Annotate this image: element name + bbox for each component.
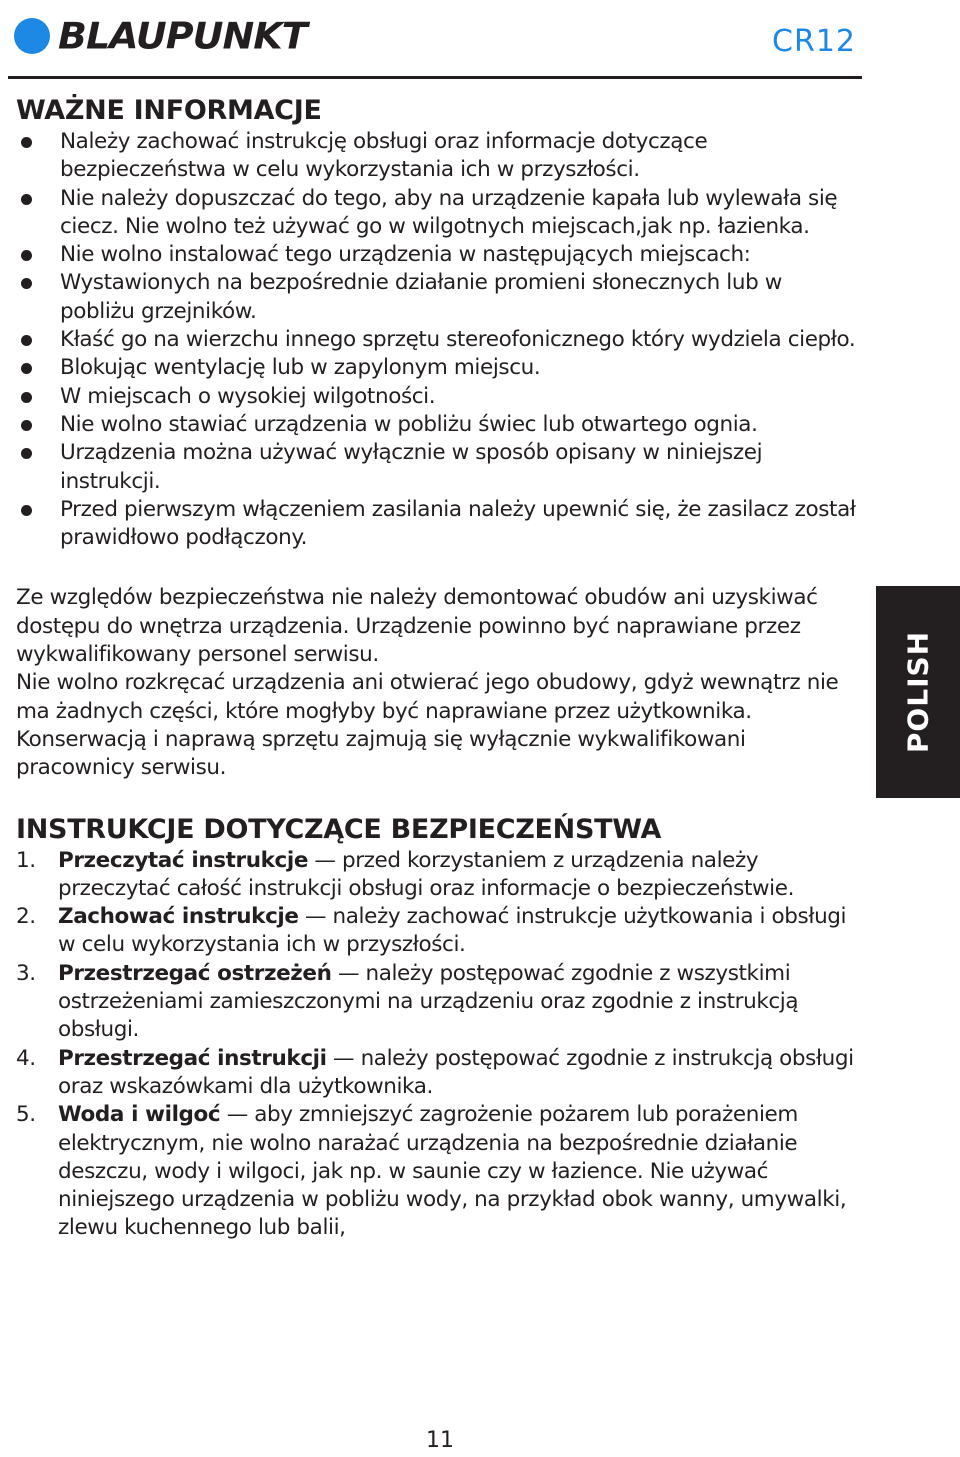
list-item: Nie należy dopuszczać do tego, aby na urządzenie kapała lub wylewała się ciecz. Nie wolno też używać go w wilgotnych miejscach,jak np. łazienka. — [16, 185, 862, 242]
item-text: — należy zachować instrukcje użytkowania i obsługi w celu wykorzystania ich w przyszłości. — [58, 904, 847, 958]
service-paragraph-1: Ze względów bezpieczeństwa nie należy demontować obudów ani uzyskiwać dostępu do wnętrza urządzenia. Urządzenie powinno być naprawiane przez wykwalifikowany personel serwisu. — [16, 585, 818, 668]
safety-list — [16, 847, 862, 1243]
list-item: Blokując wentylację lub w zapylonym miejscu. — [16, 354, 862, 382]
list-item: Wystawionych na bezpośrednie działanie promieni słonecznych lub w pobliżu grzejników. — [16, 269, 862, 326]
safety-heading: INSTRUKCJE DOTYCZĄCE BEZPIECZEŃSTWA — [16, 813, 662, 845]
list-item: W miejscach o wysokiej wilgotności. — [16, 383, 862, 411]
list-item: Kłaść go na wierzchu innego sprzętu stereofonicznego który wydziela ciepło. — [16, 326, 862, 354]
item-text: — przed korzystaniem z urządzenia należy przeczytać całość instrukcji obsługi oraz informacje o bezpieczeństwie. — [58, 847, 795, 901]
item-term: Zachować instrukcje — [58, 904, 299, 930]
list-item: Nie wolno instalować tego urządzenia w następujących miejscach: — [16, 241, 862, 269]
page-number: 11 — [426, 1428, 454, 1453]
item-text: — należy postępować zgodnie z instrukcją obsługi oraz wskazówkami dla użytkownika. — [58, 1045, 854, 1099]
list-item: Należy zachować instrukcję obsługi oraz informacje dotyczące bezpieczeństwa w celu wykorzystania ich w przyszłości. — [16, 128, 862, 185]
list-item: Przed pierwszym włączeniem zasilania należy upewnić się, że zasilacz został prawidłowo podłączony. — [16, 496, 862, 553]
language-tab — [876, 586, 960, 798]
list-item — [16, 847, 862, 904]
item-number: 4. — [16, 1045, 36, 1071]
item-number: 3. — [16, 960, 36, 986]
item-number: 5. — [16, 1102, 36, 1128]
important-info-list — [16, 128, 862, 552]
safety-section — [16, 813, 862, 1243]
item-term: Przeczytać instrukcje — [58, 847, 308, 873]
item-text: — należy postępować zgodnie z wszystkimi ostrzeżeniami zamieszczonymi na urządzeniu oraz zgodnie z instrukcją obsługi. — [58, 960, 799, 1043]
list-item: Nie wolno stawiać urządzenia w pobliżu świec lub otwartego ognia. — [16, 411, 862, 439]
service-paragraph-2: Nie wolno rozkręcać urządzenia ani otwierać jego obudowy, gdyż wewnątrz nie ma żadnych części, które mogłyby być naprawiane przez użytkownika. Konserwacją i naprawą sprzętu zajmują się wyłącznie wykwalifikowani pracownicy serwisu. — [16, 670, 839, 781]
logo-dot-icon — [14, 18, 50, 54]
list-item — [16, 903, 862, 960]
brand-name: BLAUPUNKT — [58, 15, 307, 57]
item-term: Woda i wilgoć — [58, 1102, 221, 1128]
service-notice — [16, 584, 862, 782]
list-item — [16, 1045, 862, 1102]
page-content — [16, 94, 862, 1243]
list-item — [16, 960, 862, 1045]
list-item: Urządzenia można używać wyłącznie w sposób opisany w niniejszej instrukcji. — [16, 439, 862, 496]
list-item — [16, 1101, 862, 1242]
important-info-heading: WAŻNE INFORMACJE — [16, 95, 322, 126]
item-term: Przestrzegać ostrzeżeń — [58, 960, 332, 986]
item-number: 1. — [16, 847, 36, 873]
page-header — [0, 0, 960, 80]
item-term: Przestrzegać instrukcji — [58, 1045, 327, 1071]
language-tab-label: POLISH — [901, 630, 935, 754]
brand-logo — [14, 16, 307, 56]
model-number: CR12 — [772, 24, 856, 59]
item-text: — aby zmniejszyć zagrożenie pożarem lub porażeniem elektrycznym, nie wolno narażać urządzenia na bezpośrednie działanie deszczu, wody i wilgoci, jak np. w saunie czy w łazience. Nie używać niniejszego urządzenia w pobliżu wody, na przykład obok wanny, umywalki, zlewu kuchennego lub balii, — [58, 1102, 847, 1241]
item-number: 2. — [16, 904, 36, 930]
header-divider — [8, 76, 862, 79]
